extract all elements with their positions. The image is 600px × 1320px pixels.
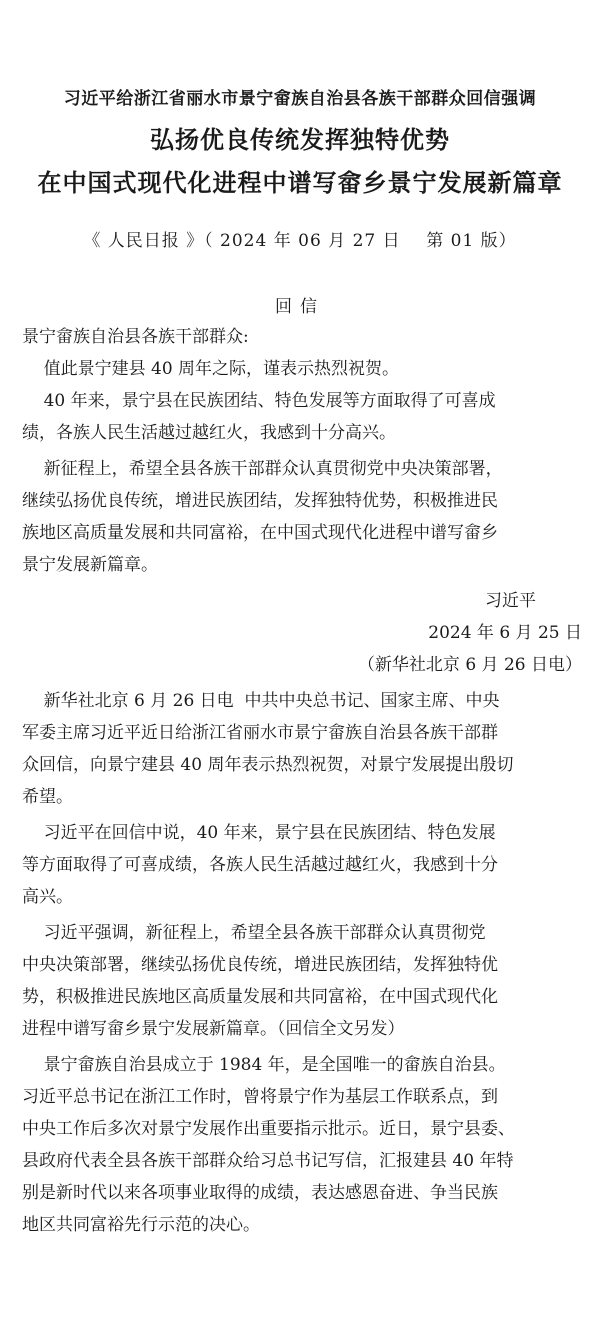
letter-signature: 习近平 [485,591,536,611]
article-line: 希望。 [22,787,73,807]
article-dateline: （新华社北京 6 月 26 日电） [357,655,582,675]
article-line: 中央工作后多次对景宁发展作出重要指示批示。近日，景宁县委、 [22,1119,515,1139]
letter-line: 40 年来，景宁县在民族团结、特色发展等方面取得了可喜成 [22,391,496,411]
letter-title: 回信 [275,297,325,317]
article-line: 中央决策部署，继续弘扬优良传统，增进民族团结，发挥独特优 [22,955,498,975]
article-line: 高兴。 [22,887,73,907]
article-line: 新华社北京 6 月 26 日电 中共中央总书记、国家主席、中央 [22,691,500,711]
article-line: 进程中谱写畲乡景宁发展新篇章。（回信全文另发） [22,1019,405,1039]
publication-source: 《 人民日报 》（ 2024 年 06 月 27 日 第 01 版） [83,231,517,251]
main-headline-line-2: 在中国式现代化进程中谱写畲乡景宁发展新篇章 [37,168,563,197]
letter-line: 绩，各族人民生活越过越红火，我感到十分高兴。 [22,423,396,443]
letter-line: 新征程上，希望全县各族干部群众认真贯彻党中央决策部署， [22,459,503,479]
article-line: 习近平强调，新征程上，希望全县各族干部群众认真贯彻党 [22,923,486,943]
article-line: 习近平总书记在浙江工作时，曾将景宁作为基层工作联系点，到 [22,1087,498,1107]
article-line: 地区共同富裕先行示范的决心。 [22,1215,260,1235]
kicker-headline: 习近平给浙江省丽水市景宁畲族自治县各族干部群众回信强调 [63,89,537,109]
article-line: 县政府代表全县各族干部群众给习总书记写信，汇报建县 40 年特 [22,1151,514,1171]
letter-date: 2024 年 6 月 25 日 [428,623,582,643]
letter-line: 值此景宁建县 40 周年之际，谨表示热烈祝贺。 [22,359,400,379]
article-line: 势，积极推进民族地区高质量发展和共同富裕，在中国式现代化 [22,987,498,1007]
main-headline-line-1: 弘扬优良传统发挥独特优势 [150,125,450,154]
article-line: 军委主席习近平近日给浙江省丽水市景宁畲族自治县各族干部群 [22,723,498,743]
article-line: 习近平在回信中说，40 年来，景宁县在民族团结、特色发展 [22,823,496,843]
letter-line: 景宁畲族自治县各族干部群众: [22,327,249,347]
letter-line: 景宁发展新篇章。 [22,555,158,575]
article-line: 景宁畲族自治县成立于 1984 年，是全国唯一的畲族自治县。 [22,1055,506,1075]
article-line: 众回信，向景宁建县 40 周年表示热烈祝贺，对景宁发展提出殷切 [22,755,514,775]
article-line: 别是新时代以来各项事业取得的成绩，表达感恩奋进、争当民族 [22,1183,498,1203]
article-line: 等方面取得了可喜成绩，各族人民生活越过越红火，我感到十分 [22,855,498,875]
letter-line: 族地区高质量发展和共同富裕，在中国式现代化进程中谱写畲乡 [22,523,498,543]
letter-line: 继续弘扬优良传统，增进民族团结，发挥独特优势，积极推进民 [22,491,498,511]
